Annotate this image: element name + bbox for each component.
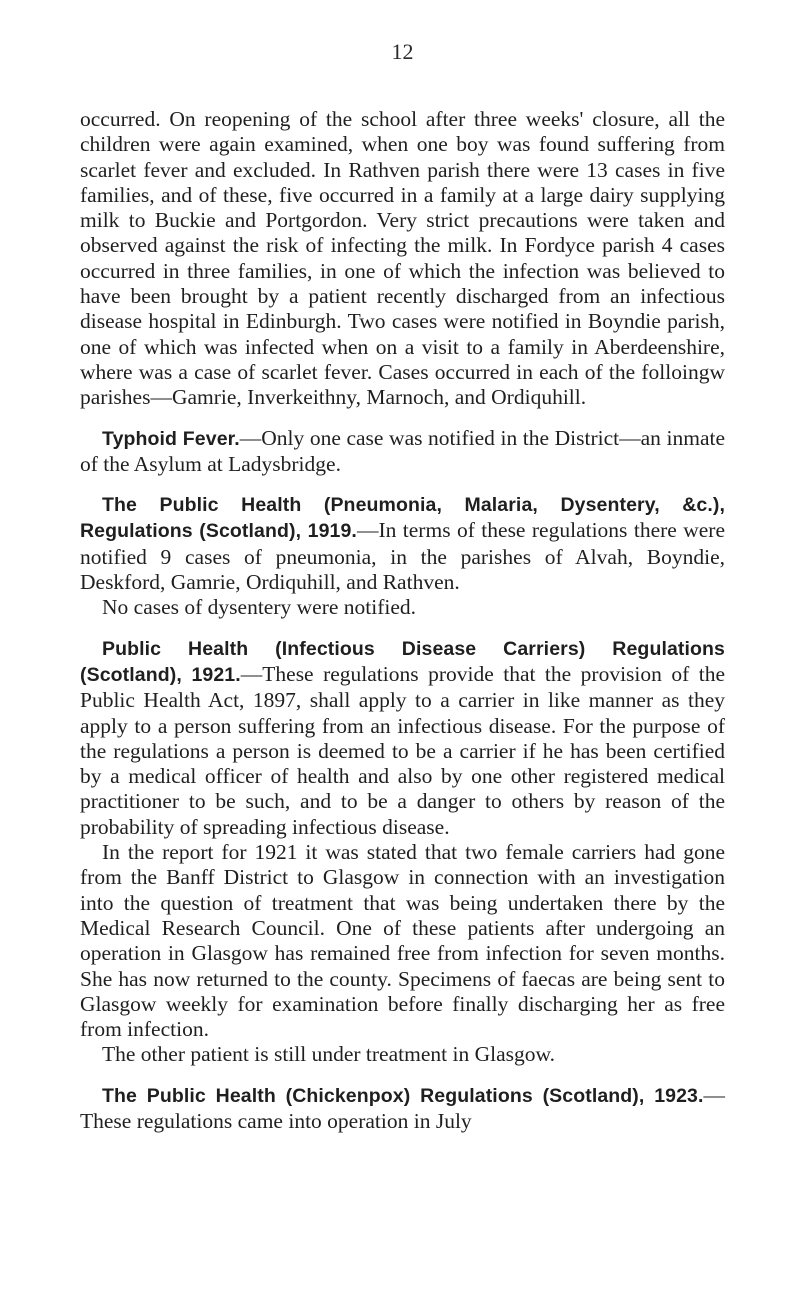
section-heading: The Public Health (Chickenpox) Regulations (Scotland), 1923. xyxy=(102,1084,704,1107)
paragraph-text: —In terms of these regulations there were notified 9 cases of pneumonia, in the parishes of Alvah, Boyndie, Deskford, Gamrie, Ordiquhill, and Rathven. xyxy=(80,518,725,595)
page-number: 12 xyxy=(391,39,414,64)
section-heading: Typhoid Fever. xyxy=(102,427,240,450)
paragraph-pneumonia-regulations xyxy=(80,492,725,595)
paragraph-other-patient xyxy=(80,1042,725,1067)
paragraph-text: In the report for 1921 it was stated that two female carriers had gone from the Banff District to Glasgow in connection with an investigation into the question of treatment that was being undertaken there by the Medical Research Council. One of these patients after undergoing an operation in Glasgow has remained free from infection for seven months. She has now returned to the county. Specimens of faecas are being sent to Glasgow weekly for examination before finally discharging her as free from infection. xyxy=(80,840,725,1042)
paragraph-text: —These regulations came into operation in July xyxy=(80,1082,725,1133)
paragraph-text: The other patient is still under treatment in Glasgow. xyxy=(102,1042,555,1067)
paragraph-chickenpox-regulations xyxy=(80,1083,725,1135)
document-page xyxy=(80,40,725,1134)
paragraph-text: —These regulations provide that the provision of the Public Health Act, 1897, shall apply to a carrier in like manner as they apply to a person suffering from an infectious disease. For the purpose of the regulations a person is deemed to be a carrier if he has been certified by a medical officer of health and also by one other registered medical practitioner to be such, and to be a danger to others by reason of the probability of spreading infectious disease. xyxy=(80,661,725,839)
paragraph-text: —Only one case was notified in the District—an inmate of the Asylum at Ladysbridge. xyxy=(80,425,726,476)
paragraph-typhoid-fever xyxy=(80,426,725,478)
paragraph-text: No cases of dysentery were notified. xyxy=(102,595,417,620)
paragraph-dysentery xyxy=(80,595,725,620)
paragraph-scarlet-fever-continued xyxy=(80,107,725,411)
paragraph-carriers-report xyxy=(80,840,725,1042)
section-heading: The Public Health (Pneumonia, Malaria, Dysentery, &c.), Regulations (Scotland), 1919. xyxy=(80,494,725,543)
paragraph-carriers-regulations xyxy=(80,636,725,840)
section-heading: Public Health (Infectious Disease Carriers) Regulations (Scotland), 1921. xyxy=(80,637,725,686)
paragraph-text: occurred. On reopening of the school after three weeks' closure, all the children were again examined, when one boy was found suffering from scarlet fever and excluded. In Rathven parish there were 13 cases in five families, and of these, five occurred in a family at a large dairy supplying milk to Buckie and Portgordon. Very strict precautions were taken and observed against the risk of infecting the milk. In Fordyce parish 4 cases occurred in three families, in one of which the infection was believed to have been brought by a patient recently discharged from an infectious disease hospital in Edinburgh. Two cases were notified in Boyndie parish, one of which was infected when on a visit to a family in Aberdeenshire, where was a case of scarlet fever. Cases occurred in each of the folloingw parishes—Gamrie, Inverkeithny, Marnoch, and Ordiquhill. xyxy=(80,107,725,410)
